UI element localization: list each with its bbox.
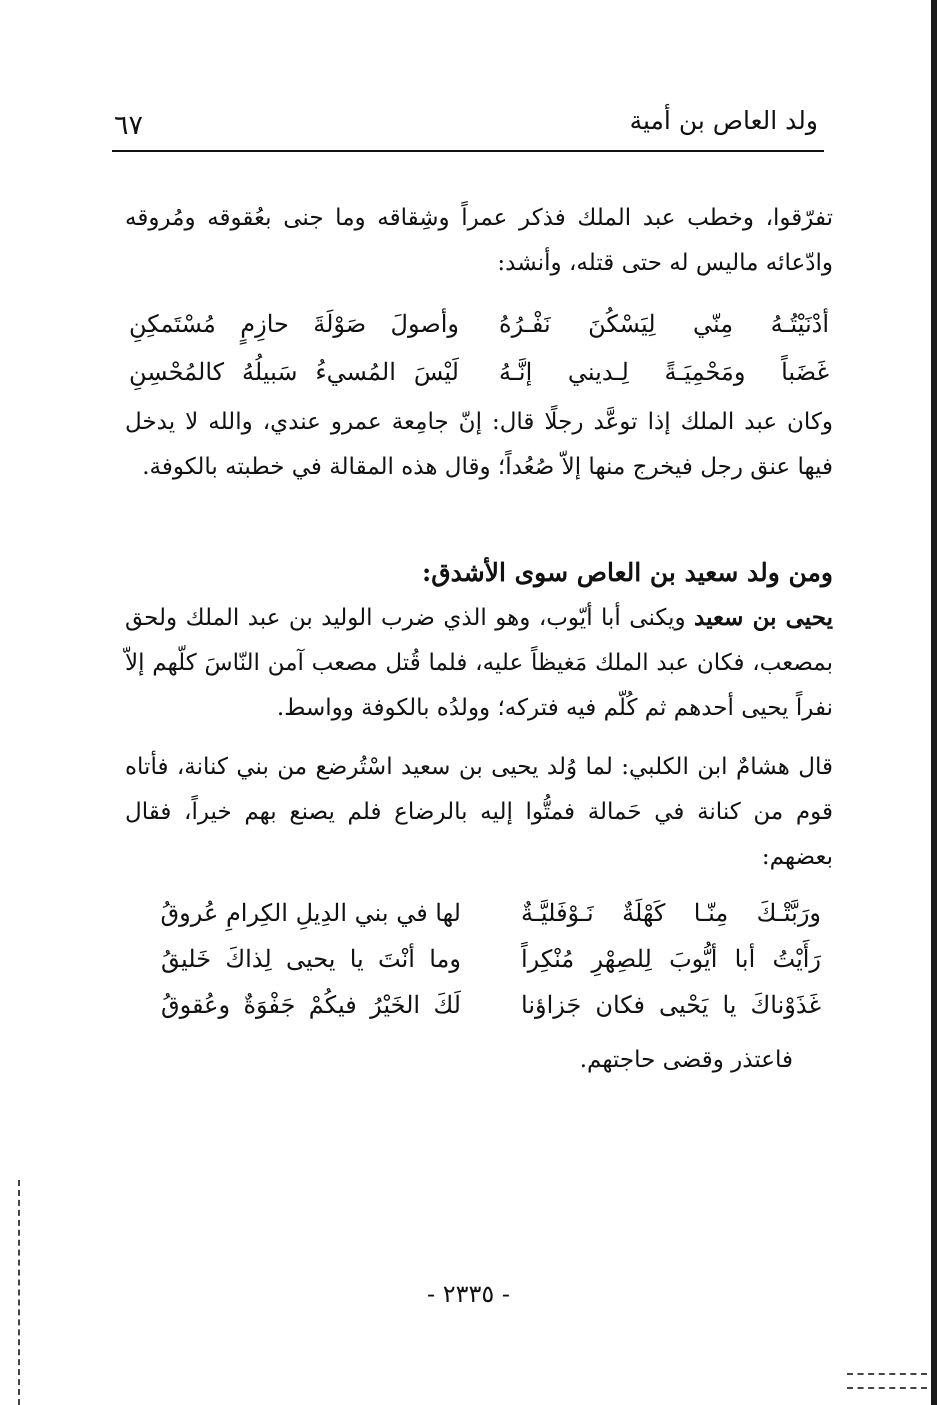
poem-1-line-2 bbox=[129, 348, 829, 396]
hemistich: ورَبَّتْـكَ مِنّـا كَهْلَةٌ نَـوْفَليَّـةٌ bbox=[521, 898, 821, 927]
page-header bbox=[112, 100, 824, 152]
hemistich: رَأَيْتُ أبا أيُّوبَ لِلصِهْرِ مُنْكِراً bbox=[521, 944, 821, 973]
scan-edge-right bbox=[931, 0, 937, 1405]
paragraph-2: وكان عبد الملك إذا توعَّد رجلًا قال: إنّ جامِعة عمرو عندي، والله لا يدخل فيها عنق رجل فيخرج منها إلاّ صُعُداً؛ وقال هذه المقالة في خطبته بالكوفة. bbox=[125, 409, 833, 480]
scan-edge-bottom bbox=[847, 1373, 927, 1375]
poem-1-line-1 bbox=[129, 300, 829, 348]
paragraph-5: فاعتذر وقضى حاجتهم. bbox=[579, 1047, 793, 1073]
hemistich: وما أنْتَ يا يحيى لِذاكَ خَليقُ bbox=[161, 944, 461, 973]
scan-edge-bottom-2 bbox=[847, 1387, 927, 1389]
poem-2-line-2 bbox=[161, 936, 821, 982]
hemistich: غَضَباً ومَحْمِيَـةً لِـديني إنَّـهُ bbox=[499, 357, 829, 386]
hemistich: لَيْسَ المُسيءُ سَبيلُهُ كالمُحْسِنِ bbox=[129, 357, 459, 386]
paragraph-3 bbox=[125, 595, 833, 731]
hemistich: أدْنَيْتُـهُ مِنّي لِيَسْكُنَ نَفْـرُهُ bbox=[499, 309, 829, 338]
running-title: ولد العاص بن أمية bbox=[629, 106, 818, 135]
poem-2-line-3 bbox=[161, 982, 821, 1028]
paragraph-1: تفرّقوا، وخطب عبد الملك فذكر عمراً وشِقاقه وما جنى بعُقوقه ومُروقه وادّعائه ماليس له حتى قتله، وأنشد: bbox=[125, 205, 833, 276]
person-name: يحيى بن سعيد bbox=[694, 604, 833, 631]
footer-page-number: - ٢٣٣٥ - bbox=[426, 1280, 511, 1308]
header-rule bbox=[112, 150, 824, 152]
hemistich: لها في بني الدِيلِ الكِرامِ عُروقُ bbox=[160, 898, 461, 927]
poem-2-line-1 bbox=[161, 890, 821, 936]
paragraph-3-text: ويكنى أبا أيّوب، وهو الذي ضرب الوليد بن عبد الملك ولحق بمصعب، فكان عبد الملك مَغيظاً عليه، فلما قُتل مصعب آمن النّاسَ كلّهم إلاّ نفراً يحيى أحدهم ثم كُلّم فيه فتركه؛ وولدُه بالكوفة وواسط. bbox=[125, 605, 833, 721]
poem-2 bbox=[161, 890, 821, 1028]
page-body bbox=[125, 196, 833, 1083]
hemistich: وأصولَ صَوْلَةَ حازِمٍ مُسْتَمكِنِ bbox=[129, 309, 459, 338]
poem-1 bbox=[129, 300, 829, 396]
hemistich: لَكَ الخَيْرُ فيكُمْ جَفْوَةٌ وعُقوقُ bbox=[161, 990, 461, 1019]
hemistich: غَذَوْناكَ يا يَحْيى فكان جَزاؤنا bbox=[521, 990, 821, 1019]
page-number: ٦٧ bbox=[114, 110, 144, 141]
section-heading: ومن ولد سعيد بن العاص سوى الأشدق: bbox=[422, 558, 833, 587]
paragraph-4: قال هشامٌ ابن الكلبي: لما وُلد يحيى بن سعيد اسْتُرضع من بني كنانة، فأتاه قوم من كنانة في حَمالة فمتُّوا إليه بالرضاع فلم يصنع بهم خيراً، فقال بعضهم: bbox=[125, 754, 833, 870]
